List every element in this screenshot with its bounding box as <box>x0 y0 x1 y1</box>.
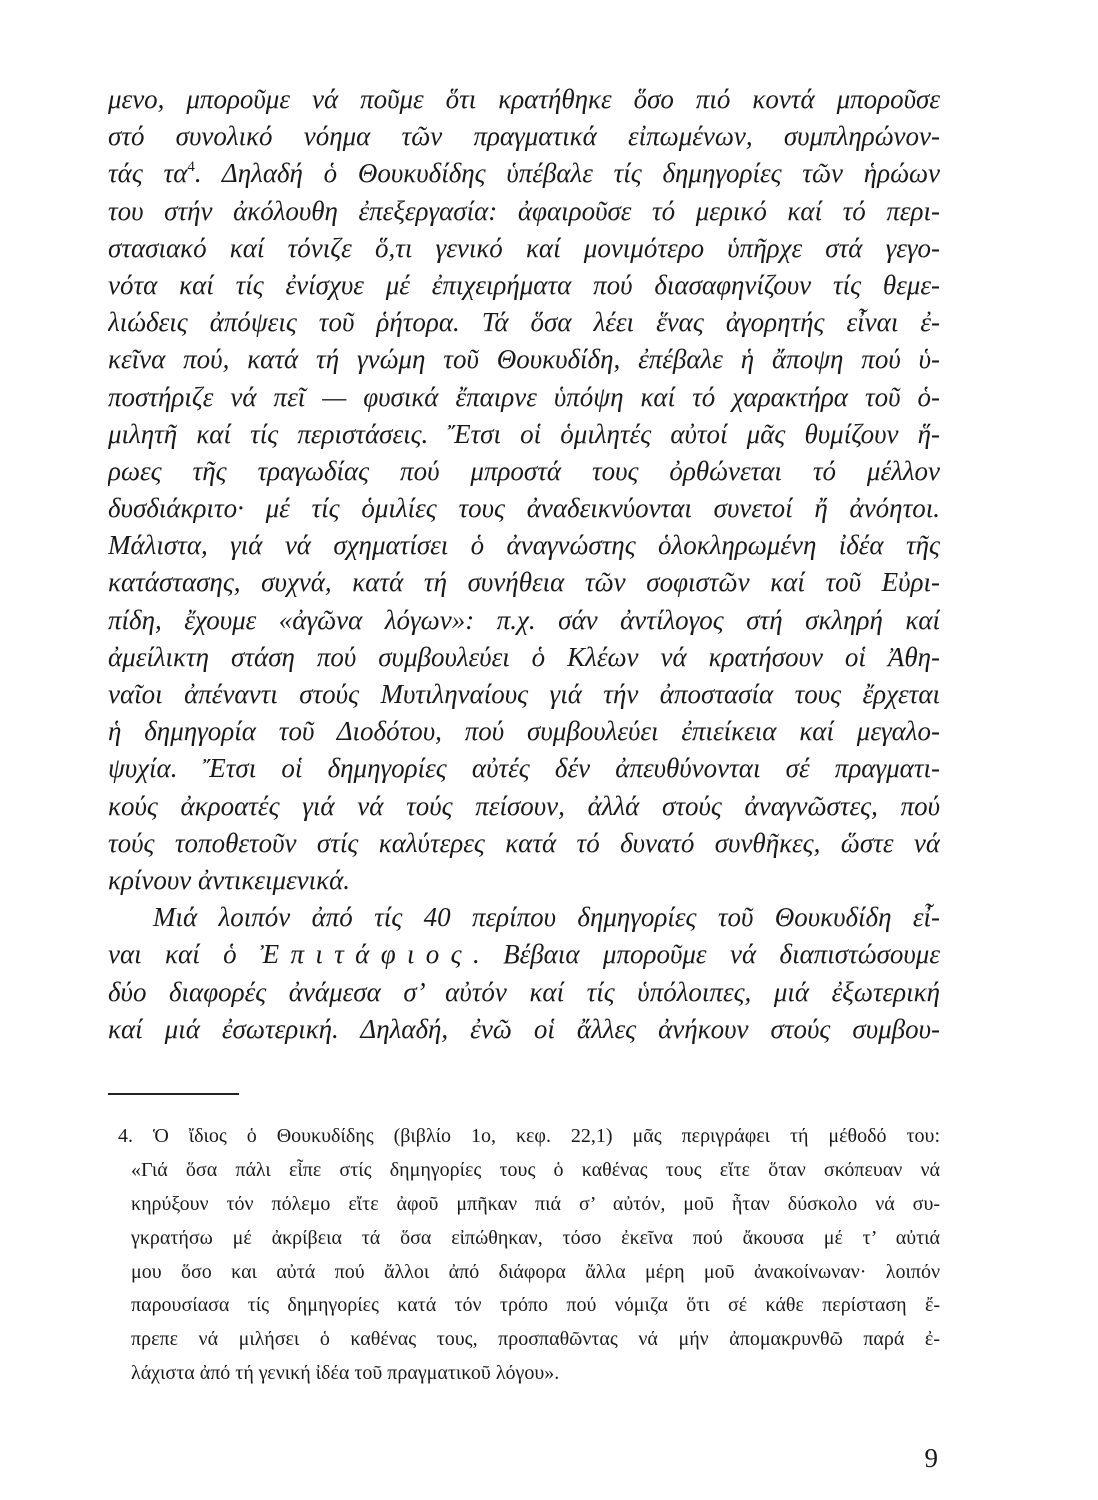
footnote-line: μου ὅσο και αὐτά πού ἄλλοι ἀπό διάφορα ἄλλα μέρη μοῦ ἀνακοίνωναν· λοιπόν <box>131 1260 940 1283</box>
body-line <box>108 936 940 973</box>
body-line: τούς τοποθετοῦν στίς καλύτερες κατά τό δυνατό συνθῆκες, ὥστε νά <box>108 827 940 858</box>
footnote-line <box>118 1120 940 1154</box>
body-line <box>108 155 940 192</box>
body-line: ἀμείλικτη στάση πού συμβουλεύει ὁ Κλέων νά κρατήσουν οἱ Ἀθη- <box>108 641 940 672</box>
body-line-text: . Δηλαδή ὁ Θουκυδίδης ὑπέβαλε τίς δημηγορίες τῶν ἡρώων <box>194 158 940 189</box>
body-line: ψυχία. Ἔτσι οἱ δημηγορίες αὐτές δέν ἀπευθύνονται σέ πραγματι- <box>108 753 940 784</box>
body-line: πίδη, ἔχουμε «ἀγῶνα λόγων»: π.χ. σάν ἀντίλογος στή σκληρή καί <box>108 604 940 635</box>
body-line: μενο, μποροῦμε νά ποῦμε ὅτι κρατήθηκε ὅσο πιό κοντά μποροῦσε <box>108 84 940 114</box>
page-number: 9 <box>924 1443 938 1473</box>
footnote-line-text: Ὁ ἴδιος ὁ Θουκυδίδης (βιβλίο 1ο, κεφ. 22,1) μᾶς περιγράφει τή μέθοδό του: <box>152 1125 940 1147</box>
body-line: ρωες τῆς τραγωδίας πού μπροστά τους ὀρθώνεται τό μέλλον <box>108 455 940 486</box>
emphasized-title: Ἐπιτάφιος <box>260 939 473 970</box>
body-line: δύο διαφορές ἀνάμεσα σ’ αὐτόν καί τίς ὑπόλοιπες, μιά ἐξωτερική <box>108 976 940 1007</box>
footnote-line: «Γιά ὅσα πάλι εἶπε στίς δημηγορίες τους ὁ καθένας τους εἴτε ὅταν σκόπευαν νά <box>131 1158 940 1181</box>
body-line: κατάστασης, συχνά, κατά τή συνήθεια τῶν σοφιστῶν καί τοῦ Εὐρι- <box>108 567 940 598</box>
body-line: μιλητῆ καί τίς περιστάσεις. Ἔτσι οἱ ὁμιλητές αὐτοί μᾶς θυμίζουν ἥ- <box>108 418 940 449</box>
footnote-line: γκρατήσω μέ ἀκρίβεια τά ὅσα εἰπώθηκαν, τόσο ἐκεῖνα πού ἄκουσα μέ τ’ αὐτιά <box>131 1226 940 1249</box>
body-line: καί μιά ἐσωτερική. Δηλαδή, ἐνῶ οἱ ἄλλες ἀνήκουν στούς συμβου- <box>108 1013 940 1044</box>
body-line: ἡ δημηγορία τοῦ Διοδότου, πού συμβουλεύει ἐπιείκεια καί μεγαλο- <box>108 716 940 747</box>
body-line-text: ναι καί ὁ <box>108 939 260 970</box>
footnote <box>118 1120 940 1391</box>
body-line: Μιά λοιπόν ἀπό τίς 40 περίπου δημηγορίες τοῦ Θουκυδίδη εἶ- <box>153 902 940 933</box>
body-line: δυσδιάκριτο· μέ τίς ὁμιλίες τους ἀναδεικνύονται συνετοί ἤ ἀνόητοι. <box>108 493 940 524</box>
body-line: λιώδεις ἀπόψεις τοῦ ῥήτορα. Τά ὅσα λέει ἕνας ἀγορητής εἶναι ἐ- <box>108 307 940 338</box>
body-line: στασιακό καί τόνιζε ὅ,τι γενικό καί μονιμότερο ὑπῆρχε στά γεγο- <box>108 232 940 263</box>
footnote-line: παρουσίασα τίς δημηγορίες κατά τόν τρόπο πού νόμιζα ὅτι σέ κάθε περίσταση ἔ- <box>131 1294 940 1317</box>
footnote-separator <box>108 1093 239 1095</box>
footnote-number: 4. <box>118 1125 133 1147</box>
body-line: κρίνουν ἀντικειμενικά. <box>108 864 351 895</box>
footnote-reference: 4 <box>187 159 195 176</box>
body-line: στό συνολικό νόημα τῶν πραγματικά εἰπωμένων, συμπληρώνον- <box>108 121 940 152</box>
body-line-text: . Βέβαια μποροῦμε νά διαπιστώσουμε <box>472 939 940 970</box>
body-line: του στήν ἀκόλουθη ἐπεξεργασία: ἀφαιροῦσε τό μερικό καί τό περι- <box>108 195 940 226</box>
body-line: κούς ἀκροατές γιά νά τούς πείσουν, ἀλλά στούς ἀναγνῶστες, πού <box>108 790 940 821</box>
body-line: νότα καί τίς ἐνίσχυε μέ ἐπιχειρήματα πού διασαφηνίζουν τίς θεμε- <box>108 269 940 300</box>
body-text <box>108 81 940 1048</box>
footnote-line: λάχιστα ἀπό τή γενική ἰδέα τοῦ πραγματικοῦ λόγου». <box>131 1362 560 1385</box>
body-line-text: τάς τα <box>108 158 188 189</box>
footnote-line: κηρύξουν τόν πόλεμο εἴτε ἀφοῦ μπῆκαν πιά σ’ αὐτόν, μοῦ ἦταν δύσκολο νά συ- <box>131 1192 940 1215</box>
body-line: κεῖνα πού, κατά τή γνώμη τοῦ Θουκυδίδη, ἐπέβαλε ἡ ἄποψη πού ὑ- <box>108 344 940 375</box>
body-line: ποστήριζε νά πεῖ — φυσικά ἔπαιρνε ὑπόψη καί τό χαρακτήρα τοῦ ὁ- <box>108 381 940 412</box>
footnote-line: πρεπε νά μιλήσει ὁ καθένας τους, προσπαθῶντας νά μήν ἀπομακρυνθῶ παρά ἐ- <box>131 1328 940 1351</box>
body-line: Μάλιστα, γιά νά σχηματίσει ὁ ἀναγνώστης ὁλοκληρωμένη ἰδέα τῆς <box>108 530 940 561</box>
body-line: ναῖοι ἀπέναντι στούς Μυτιληναίους γιά τήν ἀποστασία τους ἔρχεται <box>108 679 940 709</box>
